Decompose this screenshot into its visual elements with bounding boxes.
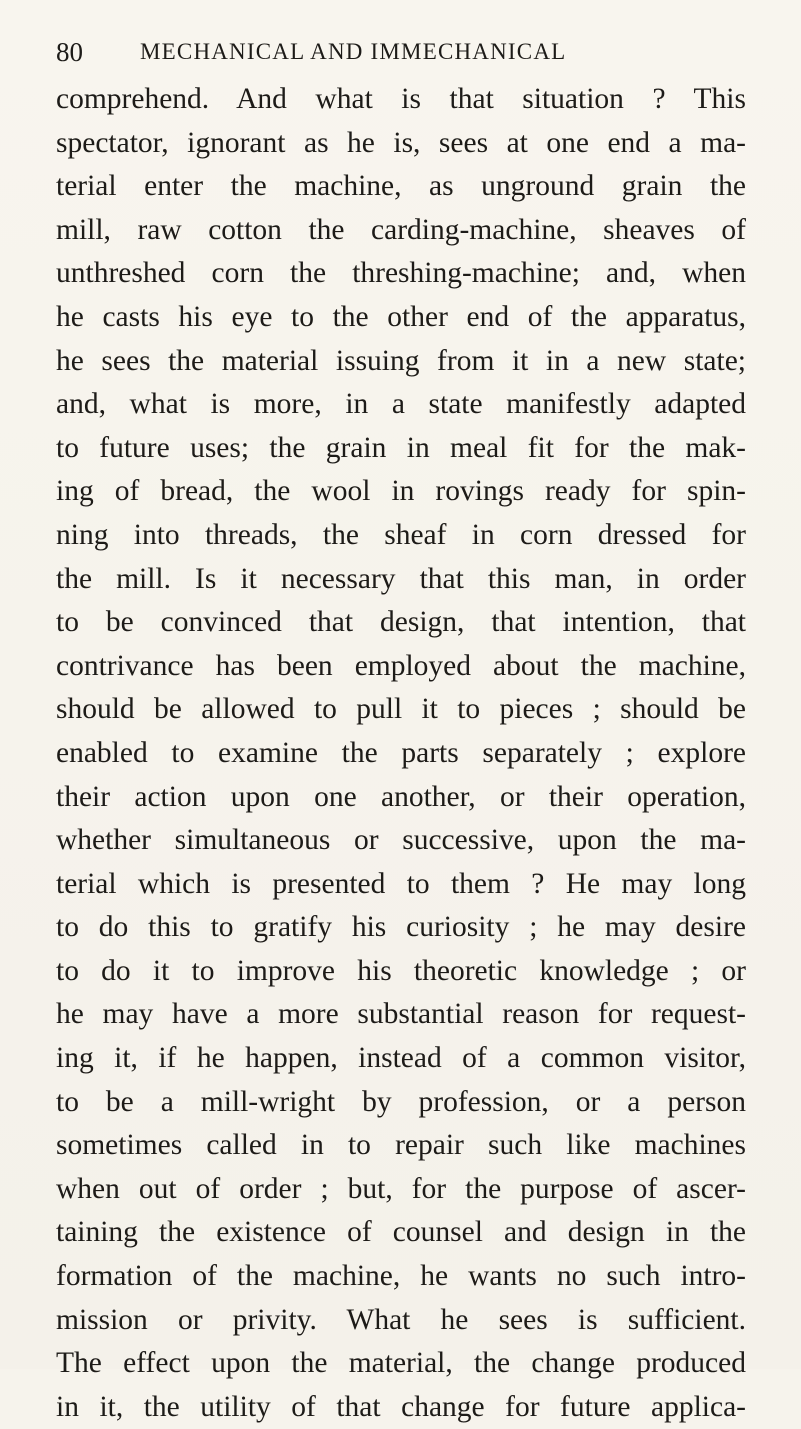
text-line: mill, raw cotton the carding-machine, sheaves of	[56, 213, 746, 246]
text-line: should be allowed to pull it to pieces ; should be	[56, 693, 746, 726]
text-line: when out of order ; but, for the purpose of ascer-	[56, 1172, 746, 1205]
text-line: the mill. Is it necessary that this man, in order	[56, 562, 746, 595]
page-number: 80	[56, 37, 83, 67]
text-line: formation of the machine, he wants no such intro-	[56, 1260, 746, 1293]
text-line: to do this to gratify his curiosity ; he may desire	[56, 911, 746, 944]
text-line: their action upon one another, or their operation,	[56, 780, 746, 813]
text-line: to future uses; the grain in meal fit for the mak-	[56, 431, 746, 464]
text-line: unthreshed corn the threshing-machine; and, when	[56, 257, 746, 290]
text-line: contrivance has been employed about the machine,	[56, 649, 746, 682]
text-line: whether simultaneous or successive, upon the ma-	[56, 824, 746, 857]
text-line: ning into threads, the sheaf in corn dressed for	[56, 518, 746, 551]
text-line: mission or privity. What he sees is sufficient.	[56, 1303, 746, 1336]
text-line: in it, the utility of that change for future applica-	[56, 1390, 746, 1423]
text-line: to do it to improve his theoretic knowledge ; or	[56, 954, 746, 987]
text-line: he may have a more substantial reason for request-	[56, 998, 746, 1031]
running-head	[56, 30, 656, 74]
text-line: spectator, ignorant as he is, sees at one end a ma-	[56, 126, 746, 159]
text-line: ing it, if he happen, instead of a common visitor,	[56, 1042, 746, 1075]
text-line: terial which is presented to them ? He may long	[56, 867, 746, 900]
running-head-title: MECHANICAL AND IMMECHANICAL	[140, 39, 567, 64]
text-line: sometimes called in to repair such like machines	[56, 1129, 746, 1162]
text-line: ing of bread, the wool in rovings ready for spin-	[56, 475, 746, 508]
text-line: comprehend. And what is that situation ? This	[56, 83, 746, 115]
text-line: and, what is more, in a state manifestly adapted	[56, 388, 746, 421]
text-line: enabled to examine the parts separately ; explore	[56, 736, 746, 769]
text-line: taining the existence of counsel and design in the	[56, 1216, 746, 1249]
body-text	[56, 78, 746, 1429]
text-line: he sees the material issuing from it in a new state;	[56, 344, 746, 377]
text-line: The effect upon the material, the change produced	[56, 1347, 746, 1380]
text-line: terial enter the machine, as unground grain the	[56, 170, 746, 203]
text-line: to be a mill-wright by profession, or a person	[56, 1085, 746, 1118]
text-line: to be convinced that design, that intention, that	[56, 606, 746, 639]
text-line: he casts his eye to the other end of the apparatus,	[56, 300, 746, 333]
